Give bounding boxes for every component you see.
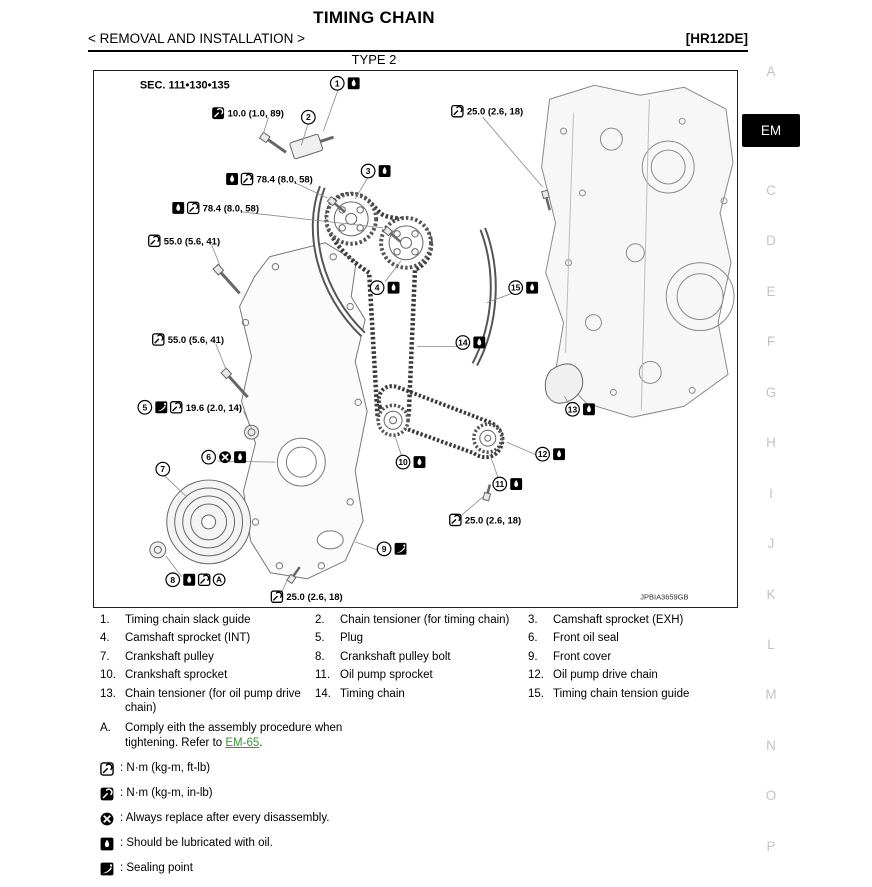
callout-balloon-7	[156, 462, 170, 476]
symbol-legend	[100, 762, 748, 876]
sidebar-tab-d: D	[766, 233, 776, 249]
callout-balloon-9	[377, 542, 406, 556]
sidebar-tab-c: C	[766, 182, 776, 198]
replace-icon	[100, 812, 114, 826]
callout-balloon-1	[330, 77, 359, 91]
sidebar-tab-em: EM	[742, 114, 800, 147]
svg-text:15: 15	[510, 282, 521, 293]
sec-label: SEC. 111•130•135	[139, 79, 230, 92]
chain-tensioner-illustration	[289, 130, 336, 160]
sealing-icon	[155, 401, 167, 413]
svg-text:12: 12	[537, 449, 548, 460]
oil-icon	[348, 77, 360, 89]
sidebar-tab-a: A	[766, 64, 776, 79]
callout-balloon-8	[166, 573, 225, 587]
torque-value: 10.0 (1.0, 89)	[227, 108, 284, 120]
part-number: 6.	[528, 632, 538, 645]
callout-balloon-14	[456, 336, 485, 350]
sealing-icon	[395, 543, 407, 555]
oil-icon	[388, 282, 400, 294]
svg-text:5: 5	[142, 402, 148, 413]
wrench-icon	[188, 202, 199, 213]
legend-text: : Sealing point	[120, 862, 193, 875]
legend-text: : N·m (kg-m, in-lb)	[120, 787, 213, 800]
oil-icon	[226, 173, 238, 185]
svg-text:10: 10	[398, 457, 408, 468]
torque-callout	[452, 106, 523, 118]
part-label: Camshaft sprocket (INT)	[125, 632, 251, 645]
engine-code: [HR12DE]	[685, 31, 748, 46]
part-number: 5.	[315, 632, 325, 645]
callout-balloon-12	[536, 447, 565, 461]
figure-code: JPBIA3659GB	[640, 592, 689, 602]
torque-callout	[212, 107, 284, 119]
oil-icon	[473, 337, 485, 349]
part-number: 12.	[528, 669, 544, 682]
part-number: 8.	[315, 650, 325, 663]
breadcrumb-section: < REMOVAL AND INSTALLATION >	[88, 31, 306, 46]
svg-text:4: 4	[374, 282, 380, 293]
part-number: 3.	[528, 614, 538, 626]
oil-icon	[526, 282, 538, 294]
oil-icon	[234, 451, 246, 463]
wrench-icon	[171, 402, 182, 413]
svg-text:13: 13	[567, 404, 578, 415]
svg-text:1: 1	[334, 78, 340, 89]
sealing-icon	[100, 862, 114, 876]
legend-replace	[100, 812, 748, 826]
legend-oil	[100, 837, 748, 851]
torque-value: 55.0 (5.6, 41)	[163, 236, 221, 248]
wrench-icon	[452, 106, 463, 117]
part-item-4	[100, 631, 315, 645]
oil-icon	[553, 448, 565, 460]
section-tab-sidebar	[740, 58, 802, 860]
part-number: 13.	[100, 687, 116, 700]
oil-icon	[379, 165, 391, 177]
oil-pump-tensioner-illustration	[545, 364, 582, 403]
torque-callout	[271, 591, 342, 603]
part-number: 4.	[100, 632, 110, 645]
part-item-10	[100, 668, 315, 682]
em-65-link[interactable]: EM-65	[225, 737, 260, 750]
part-label: Front oil seal	[553, 632, 619, 645]
sidebar-tab-g: G	[765, 384, 777, 400]
part-number: 15.	[528, 687, 544, 700]
wrench-icon	[450, 514, 461, 525]
part-label: Oil pump sprocket	[340, 669, 433, 682]
callout-balloon-13	[566, 403, 595, 417]
torque-value: 78.4 (8.0, 58)	[256, 174, 313, 186]
part-label: Crankshaft pulley	[125, 650, 214, 663]
sidebar-tab-j: J	[767, 536, 775, 552]
sidebar-tab-p: P	[766, 838, 776, 854]
page-title: TIMING CHAIN	[313, 8, 435, 27]
circle-a-icon	[213, 574, 225, 586]
part-item-3	[528, 613, 744, 627]
wrench-icon	[100, 762, 114, 776]
part-item-8	[315, 650, 528, 664]
part-number: 1.	[100, 614, 110, 626]
torque-callout	[153, 334, 224, 346]
part-item-11	[315, 668, 528, 682]
torque-value: 78.4 (8.0, 58)	[202, 203, 259, 215]
part-item-12	[528, 668, 744, 682]
part-item-9	[528, 650, 744, 664]
wrench-in-icon	[212, 107, 224, 119]
svg-text:11: 11	[495, 479, 505, 490]
svg-text:8: 8	[170, 574, 176, 585]
svg-text:14: 14	[458, 337, 468, 348]
sidebar-tab-i: I	[769, 485, 773, 501]
wrench-icon	[241, 173, 252, 184]
legend-wrench	[100, 762, 748, 776]
sidebar-tab-f: F	[766, 334, 776, 350]
part-item-13	[100, 687, 315, 716]
part-label: Chain tensioner (for oil pump drive chain)	[125, 687, 301, 714]
part-label: Chain tensioner (for timing chain)	[340, 614, 510, 626]
oil-icon	[583, 403, 595, 415]
parts-list	[100, 613, 748, 715]
legend-sealing	[100, 862, 748, 876]
sidebar-tab-k: K	[766, 586, 776, 602]
type-label: TYPE 2	[351, 52, 397, 67]
torque-callout	[450, 514, 521, 526]
part-label: Oil pump drive chain	[553, 669, 658, 682]
oil-icon	[172, 202, 184, 214]
sidebar-tab-e: E	[766, 283, 776, 299]
callout-balloon-10	[396, 455, 425, 469]
front-cover-illustration	[240, 243, 368, 579]
part-label: Camshaft sprocket (EXH)	[553, 614, 684, 626]
part-number: 2.	[315, 614, 325, 626]
torque-callout	[172, 202, 259, 214]
oil-icon	[183, 574, 195, 586]
torque-value: 25.0 (2.6, 18)	[464, 515, 522, 527]
timing-chain-diagram	[93, 70, 738, 608]
sidebar-tab-h: H	[766, 435, 776, 451]
torque-callout	[226, 173, 313, 185]
callout-balloon-4	[370, 281, 399, 295]
note-a	[100, 721, 748, 751]
note-a-text	[125, 721, 387, 751]
subheader	[88, 31, 748, 52]
wrench-icon	[271, 591, 282, 602]
part-number: 9.	[528, 650, 538, 663]
torque-value: 55.0 (5.6, 41)	[167, 334, 225, 346]
part-number: 7.	[100, 650, 110, 663]
torque-callout	[149, 235, 220, 247]
part-number: 10.	[100, 669, 116, 682]
crankshaft-pulley-illustration	[150, 480, 251, 564]
sidebar-tab-l: L	[767, 636, 775, 652]
wrench-in-icon	[100, 787, 114, 801]
callout-balloon-5	[138, 401, 242, 415]
legend-text: : Always replace after every disassembly.	[120, 812, 330, 825]
part-item-2	[315, 613, 528, 627]
legend-text: : Should be lubricated with oil.	[120, 837, 273, 850]
note-a-text-after: .	[259, 737, 263, 750]
replace-icon	[219, 451, 231, 463]
svg-text:7: 7	[160, 464, 166, 475]
oil-icon	[100, 837, 114, 851]
sidebar-tab-n: N	[766, 737, 776, 753]
torque-value: 19.6 (2.0, 14)	[185, 402, 243, 414]
sidebar-tab-m: M	[765, 687, 777, 703]
part-label: Timing chain	[340, 687, 405, 700]
callout-balloon-3	[361, 164, 390, 178]
parts-legend-area	[100, 613, 748, 887]
callout-balloon-6	[202, 450, 246, 464]
part-number: 14.	[315, 687, 331, 700]
part-label: Timing chain slack guide	[125, 614, 251, 626]
part-item-1	[100, 613, 315, 627]
part-label: Timing chain tension guide	[553, 687, 690, 700]
sidebar-tab-o: O	[765, 788, 777, 804]
note-a-num: A.	[100, 722, 111, 735]
part-number: 11.	[315, 669, 331, 682]
callout-balloon-15	[509, 281, 538, 295]
legend-wrench-in	[100, 787, 748, 801]
svg-text:3: 3	[365, 166, 371, 177]
torque-value: 25.0 (2.6, 18)	[286, 592, 343, 604]
wrench-icon	[149, 235, 160, 246]
wrench-icon	[199, 574, 210, 585]
part-item-15	[528, 687, 744, 716]
oil-icon	[414, 456, 426, 468]
part-item-14	[315, 687, 528, 716]
part-label: Crankshaft pulley bolt	[340, 650, 451, 663]
svg-text:2: 2	[305, 112, 311, 123]
part-label: Crankshaft sprocket	[125, 669, 228, 682]
part-label: Plug	[340, 632, 364, 645]
legend-text: : N·m (kg-m, ft-lb)	[120, 762, 211, 775]
wrench-icon	[153, 334, 164, 345]
part-label: Front cover	[553, 650, 612, 663]
part-item-5	[315, 631, 528, 645]
part-item-7	[100, 650, 315, 664]
oil-icon	[510, 478, 522, 490]
callout-balloon-11	[493, 477, 522, 491]
callout-balloon-2	[302, 110, 316, 124]
torque-value: 25.0 (2.6, 18)	[466, 106, 524, 118]
svg-text:6: 6	[206, 452, 212, 463]
note-a-text-before: Comply eith the assembly procedure when tightening. Refer to	[125, 722, 343, 750]
svg-text:9: 9	[381, 543, 387, 554]
part-item-6	[528, 631, 744, 645]
